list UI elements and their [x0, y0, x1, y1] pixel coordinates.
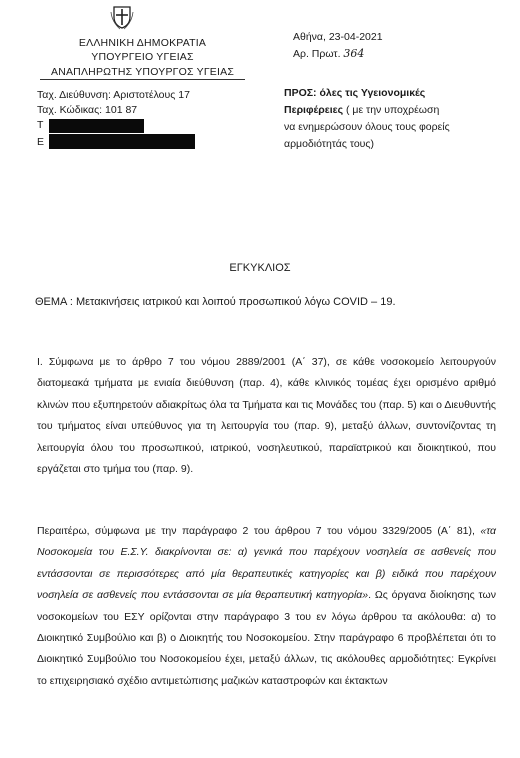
republic-heading: ΕΛΛΗΝΙΚΗ ΔΗΜΟΚΡΑΤΙΑ: [78, 37, 207, 49]
protocol-line: [293, 47, 364, 60]
email-label: Ε: [37, 136, 45, 148]
protocol-label: Αρ. Πρωτ.: [293, 48, 341, 60]
protocol-number: 364: [343, 47, 365, 60]
paragraph-2-quote: «τα Νοσοκομεία του Ε.Σ.Υ. διακρίνονται σε: α) γενικά που παρέχουν νοσηλεία σε ασθενείς που εντάσσονται σε περισσότερες από μία θεραπευτικές κατηγορίες και β) ειδικά που παρέχουν νοσηλεία σε ασθενείς που εντάσσονται σε μία θεραπευτική κατηγορία»: [37, 525, 496, 602]
recipient-line-2: [284, 104, 439, 116]
ministry-heading: ΥΠΟΥΡΓΕΙΟ ΥΓΕΙΑΣ: [91, 51, 194, 63]
recipient-line-4: αρμοδιότητάς τους): [284, 138, 374, 150]
recipient-regions: Περιφέρειες: [284, 104, 344, 116]
postcode-line: Ταχ. Κώδικας: 101 87: [37, 104, 138, 116]
redacted-email: [49, 134, 195, 149]
redacted-phone: [49, 119, 144, 133]
paragraph-2-rest: . Ως όργανα διοίκησης των νοσοκομείων του ΕΣΥ ορίζονται στην παράγραφο 3 του εν λόγω άρθρου τα ακόλουθα: α) το Διοικητικό Συμβούλιο και β) ο Διοικητής του Νοσοκομείου. Στην παράγραφο 6 προβλέπεται ότι το Διοικητικό Συμβούλιο του Νοσοκομείου έχει, μεταξύ άλλων, τις ακόλουθες αρμοδιότητες: Εγκρίνει το επιχειρησιακό σχέδιο αντιμετώπισης μαζικών καταστροφών και έκτακτων: [37, 589, 497, 687]
recipient-line-1: ΠΡΟΣ: όλες τις Υγειονομικές: [284, 87, 426, 99]
paragraph-2-intro: Περαιτέρω, σύμφωνα με την παράγραφο 2 του άρθρου 7 του νόμου 3329/2005 (Α΄ 81),: [37, 525, 481, 537]
recipient-note-start: ( με την υποχρέωση: [343, 104, 440, 116]
date-line: Αθήνα, 23-04-2021: [293, 31, 383, 43]
subject-line: ΘΕΜΑ : Μετακινήσεις ιατρικού και λοιπού προσωπικού λόγω COVID – 19.: [35, 296, 396, 308]
address-line: Ταχ. Διεύθυνση: Αριστοτέλους 17: [37, 89, 190, 101]
body-paragraph-2: [37, 521, 496, 692]
office-heading: ΑΝΑΠΛΗΡΩΤΗΣ ΥΠΟΥΡΓΟΣ ΥΓΕΙΑΣ: [40, 66, 245, 80]
coat-of-arms-icon: [110, 4, 134, 30]
recipient-line-3: να ενημερώσουν όλους τους φορείς: [284, 121, 450, 133]
document-type-heading: ΕΓΚΥΚΛΙΟΣ: [229, 262, 291, 274]
body-paragraph-1: Ι. Σύμφωνα με το άρθρο 7 του νόμου 2889/2001 (Α΄ 37), σε κάθε νοσοκομείο λειτουργούν διατομεακά τμήματα με ενιαία διεύθυνση (παρ. 4), κάθε κλινικός τομέας έχει ορισμένο αριθμό κλινών που εξυπηρετούν αδιακρίτως όλα τα Τμήματα και τις Μονάδες του (παρ. 5) και ο Διευθυντής του τμήματος είναι υπεύθυνος για τη λειτουργία του (παρ. 9), μεταξύ άλλων, συντονίζοντας τη λειτουργία όλου του προσωπικού, ιατρικού, νοσηλευτικού, παραϊατρικού και διοικητικού, που εργάζεται στο τμήμα του (παρ. 9).: [37, 356, 496, 476]
phone-label: Τ: [37, 119, 44, 131]
